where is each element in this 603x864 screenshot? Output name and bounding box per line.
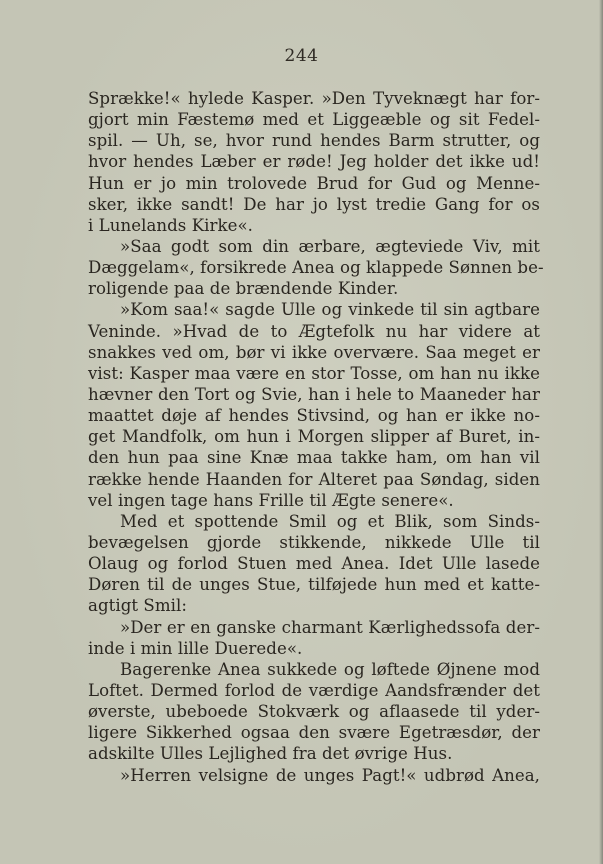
text-line: den hun paa sine Knæ maa takke ham, om han vil (88, 448, 540, 468)
text-line: ligere Sikkerhed ogsaa den svære Egetræsdør, der (88, 723, 540, 743)
text-line: »Kom saa!« sagde Ulle og vinkede til sin agtbare (120, 300, 540, 320)
text-line: vel ingen tage hans Frille til Ægte senere«. (88, 490, 454, 510)
text-line: agtigt Smil: (88, 596, 187, 616)
text-line: øverste, ubeboede Stokværk og aflaasede til yder- (88, 702, 540, 722)
text-line: Hun er jo min trolovede Brud for Gud og Menne- (88, 173, 540, 193)
text-line: sker, ikke sandt! De har jo lyst tredie Gang for os (88, 194, 540, 214)
text-line: bevægelsen gjorde stikkende, nikkede Ulle til (88, 532, 540, 552)
text-line: Veninde. »Hvad de to Ægtefolk nu har videre at (88, 321, 540, 341)
text-line: spil. — Uh, se, hvor rund hendes Barm strutter, og (88, 131, 540, 151)
text-line: roligende paa de brændende Kinder. (88, 279, 399, 299)
page-edge-shadow (599, 0, 603, 864)
text-line: gjort min Fæstemø med et Liggeæble og sit Fedel- (88, 110, 540, 130)
body-text (88, 88, 544, 786)
text-line: get Mandfolk, om hun i Morgen slipper af Buret, in- (88, 427, 540, 447)
text-line: Olaug og forlod Stuen med Anea. Idet Ulle lasede (88, 554, 540, 574)
text-line: vist: Kasper maa være en stor Tosse, om han nu ikke (88, 363, 540, 383)
text-line: »Herren velsigne de unges Pagt!« udbrød Anea, (120, 765, 540, 785)
text-line: i Lunelands Kirke«. (88, 215, 253, 235)
text-line: Bagerenke Anea sukkede og løftede Øjnene mod (120, 659, 540, 679)
text-line: Dæggelam«, forsikrede Anea og klappede Sønnen be- (88, 258, 544, 278)
text-line: adskilte Ulles Lejlighed fra det øvrige Hus. (88, 744, 453, 764)
page-number: 244 (284, 46, 319, 66)
text-line: hvor hendes Læber er røde! Jeg holder det ikke ud! (88, 152, 540, 172)
text-line: maattet døje af hendes Stivsind, og han er ikke no- (88, 406, 540, 426)
text-line: »Der er en ganske charmant Kærlighedssofa der- (120, 617, 540, 637)
text-line: række hende Haanden for Alteret paa Søndag, siden (88, 469, 540, 489)
text-line: Sprække!« hylede Kasper. »Den Tyveknægt har for- (88, 89, 540, 108)
text-line: Døren til de unges Stue, tilføjede hun med et katte- (88, 575, 540, 595)
text-line: »Saa godt som din ærbare, ægteviede Viv, mit (120, 236, 540, 256)
text-line: snakkes ved om, bør vi ikke overvære. Saa meget er (88, 342, 540, 362)
text-line: Loftet. Dermed forlod de værdige Aandsfrænder det (88, 680, 540, 700)
text-line: Med et spottende Smil og et Blik, som Sinds- (120, 511, 540, 531)
text-line: hævner den Tort og Svie, han i hele to Maaneder har (88, 384, 540, 404)
text-line: inde i min lille Duerede«. (88, 638, 303, 658)
